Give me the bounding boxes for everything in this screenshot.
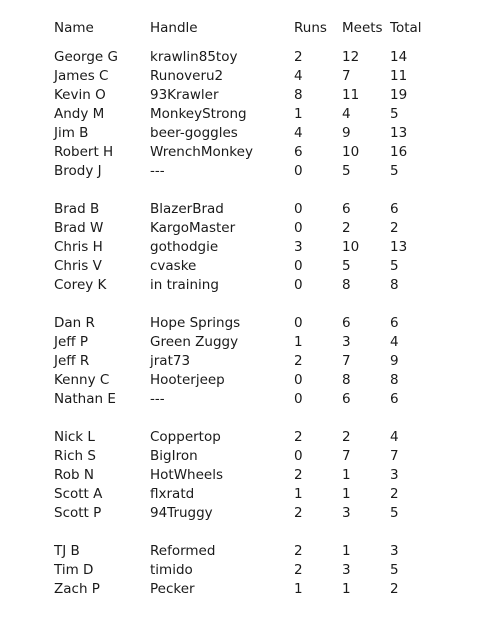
cell-name: Brad B bbox=[54, 201, 100, 217]
header-row bbox=[0, 19, 478, 38]
cell-total: 2 bbox=[390, 486, 399, 502]
table-row bbox=[0, 276, 478, 295]
cell-handle: Reformed bbox=[150, 543, 216, 559]
cell-handle: Runoveru2 bbox=[150, 68, 224, 84]
cell-meets: 12 bbox=[342, 49, 360, 65]
table-row bbox=[0, 561, 478, 580]
cell-total: 19 bbox=[390, 87, 408, 103]
cell-name: Nick L bbox=[54, 429, 95, 445]
cell-total: 13 bbox=[390, 125, 408, 141]
table-row bbox=[0, 390, 478, 409]
cell-runs: 0 bbox=[294, 258, 303, 274]
table-row bbox=[0, 485, 478, 504]
cell-name: Jeff P bbox=[54, 334, 89, 350]
cell-handle: Hooterjeep bbox=[150, 372, 225, 388]
cell-runs: 0 bbox=[294, 277, 303, 293]
table-row bbox=[0, 371, 478, 390]
cell-name: Jim B bbox=[54, 125, 89, 141]
cell-handle: WrenchMonkey bbox=[150, 144, 253, 160]
cell-handle: gothodgie bbox=[150, 239, 219, 255]
cell-runs: 1 bbox=[294, 334, 303, 350]
cell-name: Andy M bbox=[54, 106, 105, 122]
cell-total: 11 bbox=[390, 68, 408, 84]
cell-handle: KargoMaster bbox=[150, 220, 236, 236]
cell-handle: beer-goggles bbox=[150, 125, 238, 141]
cell-handle: 94Truggy bbox=[150, 505, 213, 521]
cell-handle: --- bbox=[150, 391, 165, 407]
cell-total: 5 bbox=[390, 562, 399, 578]
cell-runs: 4 bbox=[294, 68, 303, 84]
cell-total: 5 bbox=[390, 505, 399, 521]
cell-runs: 0 bbox=[294, 315, 303, 331]
cell-runs: 8 bbox=[294, 87, 303, 103]
cell-total: 6 bbox=[390, 315, 399, 331]
cell-meets: 8 bbox=[342, 277, 351, 293]
cell-runs: 2 bbox=[294, 49, 303, 65]
cell-total: 6 bbox=[390, 391, 399, 407]
table-row bbox=[0, 200, 478, 219]
cell-runs: 2 bbox=[294, 353, 303, 369]
table-row bbox=[0, 67, 478, 86]
table-row bbox=[0, 257, 478, 276]
cell-total: 14 bbox=[390, 49, 408, 65]
cell-name: Robert H bbox=[54, 144, 114, 160]
cell-name: Kenny C bbox=[54, 372, 110, 388]
table-row bbox=[0, 542, 478, 561]
table-row bbox=[0, 143, 478, 162]
cell-meets: 6 bbox=[342, 391, 351, 407]
cell-handle: MonkeyStrong bbox=[150, 106, 247, 122]
cell-name: Nathan E bbox=[54, 391, 116, 407]
cell-total: 4 bbox=[390, 429, 399, 445]
cell-runs: 2 bbox=[294, 543, 303, 559]
cell-handle: --- bbox=[150, 163, 165, 179]
table-row bbox=[0, 580, 478, 599]
cell-meets: 9 bbox=[342, 125, 351, 141]
cell-runs: 2 bbox=[294, 562, 303, 578]
cell-handle: timido bbox=[150, 562, 193, 578]
table-row bbox=[0, 162, 478, 181]
cell-runs: 2 bbox=[294, 505, 303, 521]
table-row bbox=[0, 124, 478, 143]
cell-handle: Coppertop bbox=[150, 429, 221, 445]
cell-name: Tim D bbox=[54, 562, 94, 578]
cell-runs: 0 bbox=[294, 448, 303, 464]
cell-name: Chris V bbox=[54, 258, 102, 274]
cell-total: 3 bbox=[390, 467, 399, 483]
cell-total: 8 bbox=[390, 277, 399, 293]
header-meets: Meets bbox=[342, 20, 383, 36]
cell-meets: 3 bbox=[342, 505, 351, 521]
cell-meets: 6 bbox=[342, 201, 351, 217]
header-handle: Handle bbox=[150, 20, 198, 36]
cell-meets: 3 bbox=[342, 334, 351, 350]
cell-runs: 2 bbox=[294, 429, 303, 445]
cell-handle: BlazerBrad bbox=[150, 201, 224, 217]
cell-name: George G bbox=[54, 49, 118, 65]
cell-total: 8 bbox=[390, 372, 399, 388]
cell-name: Rob N bbox=[54, 467, 94, 483]
cell-meets: 6 bbox=[342, 315, 351, 331]
cell-handle: flxratd bbox=[150, 486, 195, 502]
cell-meets: 4 bbox=[342, 106, 351, 122]
cell-meets: 2 bbox=[342, 220, 351, 236]
cell-runs: 2 bbox=[294, 467, 303, 483]
cell-name: TJ B bbox=[54, 543, 80, 559]
cell-name: James C bbox=[54, 68, 109, 84]
header-name: Name bbox=[54, 20, 94, 36]
cell-meets: 1 bbox=[342, 467, 351, 483]
table-row bbox=[0, 466, 478, 485]
cell-meets: 10 bbox=[342, 239, 360, 255]
cell-runs: 3 bbox=[294, 239, 303, 255]
cell-total: 9 bbox=[390, 353, 399, 369]
cell-total: 4 bbox=[390, 334, 399, 350]
cell-runs: 0 bbox=[294, 391, 303, 407]
table-row bbox=[0, 428, 478, 447]
cell-meets: 8 bbox=[342, 372, 351, 388]
cell-total: 13 bbox=[390, 239, 408, 255]
cell-total: 2 bbox=[390, 581, 399, 597]
cell-name: Scott P bbox=[54, 505, 102, 521]
cell-meets: 7 bbox=[342, 353, 351, 369]
cell-meets: 10 bbox=[342, 144, 360, 160]
cell-handle: Green Zuggy bbox=[150, 334, 239, 350]
cell-meets: 5 bbox=[342, 258, 351, 274]
table-row bbox=[0, 105, 478, 124]
cell-handle: in training bbox=[150, 277, 219, 293]
cell-runs: 0 bbox=[294, 372, 303, 388]
cell-total: 5 bbox=[390, 163, 399, 179]
cell-name: Dan R bbox=[54, 315, 95, 331]
cell-meets: 3 bbox=[342, 562, 351, 578]
cell-total: 16 bbox=[390, 144, 408, 160]
cell-handle: BigIron bbox=[150, 448, 198, 464]
cell-handle: Pecker bbox=[150, 581, 195, 597]
table-row bbox=[0, 352, 478, 371]
cell-handle: cvaske bbox=[150, 258, 197, 274]
table-row bbox=[0, 219, 478, 238]
cell-meets: 7 bbox=[342, 68, 351, 84]
cell-name: Jeff R bbox=[54, 353, 90, 369]
cell-runs: 0 bbox=[294, 163, 303, 179]
cell-meets: 1 bbox=[342, 581, 351, 597]
table-row bbox=[0, 238, 478, 257]
cell-runs: 0 bbox=[294, 201, 303, 217]
cell-name: Brody J bbox=[54, 163, 102, 179]
cell-total: 6 bbox=[390, 201, 399, 217]
cell-total: 5 bbox=[390, 258, 399, 274]
table-row bbox=[0, 86, 478, 105]
cell-handle: Hope Springs bbox=[150, 315, 241, 331]
cell-meets: 7 bbox=[342, 448, 351, 464]
cell-runs: 1 bbox=[294, 106, 303, 122]
cell-name: Corey K bbox=[54, 277, 107, 293]
cell-runs: 1 bbox=[294, 486, 303, 502]
table-row bbox=[0, 333, 478, 352]
cell-handle: krawlin85toy bbox=[150, 49, 238, 65]
cell-meets: 2 bbox=[342, 429, 351, 445]
cell-total: 7 bbox=[390, 448, 399, 464]
cell-runs: 6 bbox=[294, 144, 303, 160]
cell-handle: HotWheels bbox=[150, 467, 224, 483]
cell-runs: 0 bbox=[294, 220, 303, 236]
cell-runs: 4 bbox=[294, 125, 303, 141]
cell-name: Brad W bbox=[54, 220, 104, 236]
cell-handle: jrat73 bbox=[150, 353, 191, 369]
table-row bbox=[0, 504, 478, 523]
table-row bbox=[0, 447, 478, 466]
cell-total: 3 bbox=[390, 543, 399, 559]
cell-name: Rich S bbox=[54, 448, 96, 464]
cell-total: 5 bbox=[390, 106, 399, 122]
cell-name: Scott A bbox=[54, 486, 103, 502]
cell-runs: 1 bbox=[294, 581, 303, 597]
cell-handle: 93Krawler bbox=[150, 87, 219, 103]
cell-meets: 11 bbox=[342, 87, 360, 103]
cell-total: 2 bbox=[390, 220, 399, 236]
header-total: Total bbox=[390, 20, 422, 36]
cell-meets: 1 bbox=[342, 543, 351, 559]
header-runs: Runs bbox=[294, 20, 327, 36]
cell-meets: 1 bbox=[342, 486, 351, 502]
cell-meets: 5 bbox=[342, 163, 351, 179]
cell-name: Kevin O bbox=[54, 87, 106, 103]
table-row bbox=[0, 48, 478, 67]
cell-name: Zach P bbox=[54, 581, 100, 597]
table-row bbox=[0, 314, 478, 333]
cell-name: Chris H bbox=[54, 239, 103, 255]
